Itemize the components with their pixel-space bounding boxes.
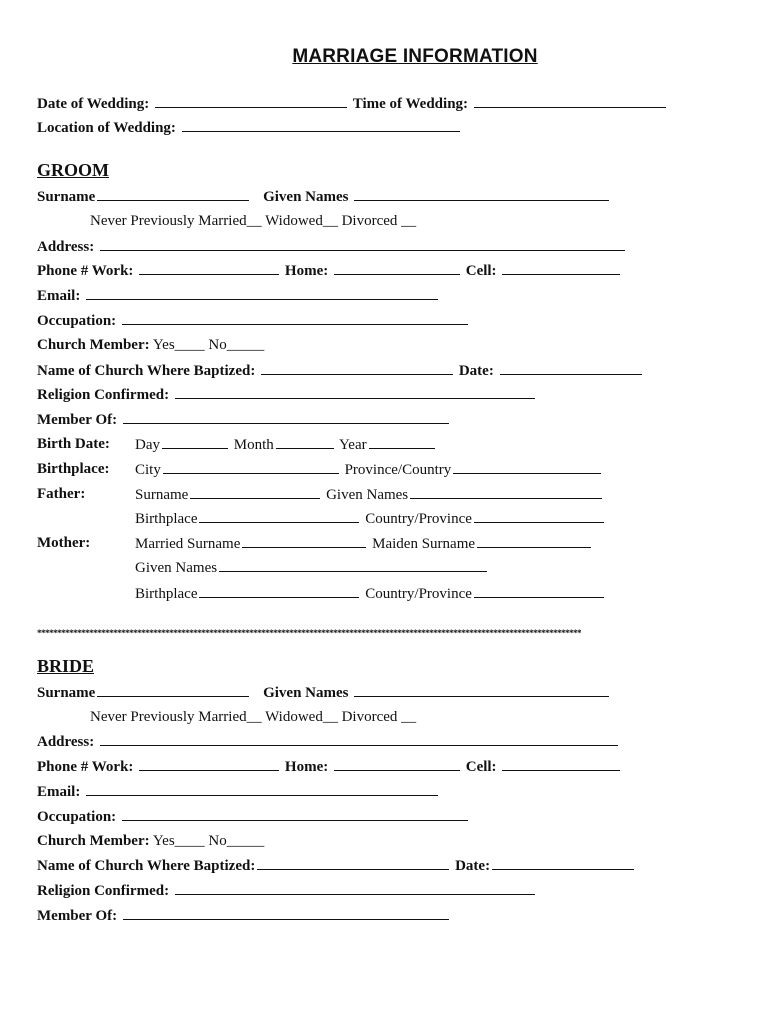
groom-religion-row <box>37 384 537 404</box>
bride-baptized-date-label: Date: <box>455 858 491 874</box>
mother-country-province-field[interactable] <box>474 583 604 598</box>
groom-day-label: Day <box>135 437 160 453</box>
groom-church-member-row <box>37 335 264 355</box>
bride-cell-label: Cell: <box>465 759 497 775</box>
mother-maiden-surname-label: Maiden Surname <box>372 536 476 552</box>
groom-address-row <box>37 236 627 256</box>
bride-email-label: Email: <box>37 784 81 800</box>
groom-email-field[interactable] <box>86 285 438 300</box>
father-birthplace-field[interactable] <box>199 508 359 523</box>
groom-baptized-row <box>37 360 644 380</box>
bride-cell-field[interactable] <box>502 756 620 771</box>
wedding-location-field[interactable] <box>182 117 460 132</box>
groom-church-baptized-field[interactable] <box>261 360 453 375</box>
mother-married-surname-field[interactable] <box>242 533 366 548</box>
groom-member-of-label: Member Of: <box>37 412 118 428</box>
groom-mother-birthplace-fields <box>135 583 606 603</box>
bride-occupation-field[interactable] <box>122 806 468 821</box>
bride-member-of-label: Member Of: <box>37 908 118 924</box>
groom-mother-given-fields <box>135 557 489 577</box>
groom-status-widowed[interactable]: Widowed__ <box>265 213 338 229</box>
mother-given-names-label: Given Names <box>135 560 218 576</box>
bride-baptized-row <box>37 855 636 875</box>
bride-name-row <box>37 682 611 702</box>
groom-church-member-yes[interactable]: Yes____ <box>152 337 205 353</box>
wedding-location-label: Location of Wedding: <box>37 120 176 136</box>
wedding-date-row <box>37 93 668 113</box>
bride-status-row <box>90 707 416 727</box>
groom-birthplace-fields <box>135 459 603 479</box>
groom-address-field[interactable] <box>100 236 625 251</box>
bride-baptized-date-field[interactable] <box>492 855 634 870</box>
wedding-date-field[interactable] <box>155 93 347 108</box>
bride-religion-confirmed-label: Religion Confirmed: <box>37 883 170 899</box>
wedding-time-label: Time of Wedding: <box>352 96 469 112</box>
groom-mother-surname-fields <box>135 533 593 553</box>
groom-baptized-date-field[interactable] <box>500 360 642 375</box>
groom-name-row <box>37 186 611 206</box>
groom-status-never[interactable]: Never Previously Married__ <box>90 213 262 229</box>
bride-church-baptized-field[interactable] <box>257 855 449 870</box>
mother-given-names-field[interactable] <box>219 557 487 572</box>
bride-address-row <box>37 731 620 751</box>
groom-birth-date-label: Birth Date: <box>37 436 110 452</box>
groom-member-of-field[interactable] <box>123 409 449 424</box>
bride-religion-row <box>37 880 537 900</box>
bride-home-field[interactable] <box>334 756 460 771</box>
father-surname-label: Surname <box>135 487 189 503</box>
father-given-names-field[interactable] <box>410 484 602 499</box>
bride-home-label: Home: <box>284 759 329 775</box>
groom-given-names-label: Given Names <box>263 189 349 205</box>
bride-church-baptized-label: Name of Church Where Baptized: <box>37 858 256 874</box>
groom-father-label: Father: <box>37 486 86 502</box>
groom-cell-label: Cell: <box>465 263 497 279</box>
groom-status-divorced[interactable]: Divorced __ <box>341 213 417 229</box>
groom-baptized-date-label: Date: <box>458 363 494 379</box>
groom-phone-work-field[interactable] <box>139 260 279 275</box>
groom-year-field[interactable] <box>369 434 435 449</box>
groom-member-of-row <box>37 409 451 429</box>
groom-email-label: Email: <box>37 288 81 304</box>
groom-occupation-label: Occupation: <box>37 313 117 329</box>
groom-province-country-label: Province/Country <box>344 462 452 478</box>
groom-surname-field[interactable] <box>97 186 249 201</box>
groom-birth-date-fields <box>135 434 437 454</box>
groom-church-baptized-label: Name of Church Where Baptized: <box>37 363 256 379</box>
bride-given-names-field[interactable] <box>354 682 609 697</box>
mother-maiden-surname-field[interactable] <box>477 533 591 548</box>
mother-birthplace-field[interactable] <box>199 583 359 598</box>
groom-religion-confirmed-label: Religion Confirmed: <box>37 387 170 403</box>
groom-status-row <box>90 211 416 231</box>
father-birthplace-label: Birthplace <box>135 511 198 527</box>
groom-heading: GROOM <box>37 160 109 180</box>
mother-country-province-label: Country/Province <box>365 586 472 602</box>
bride-member-of-field[interactable] <box>123 905 449 920</box>
groom-month-label: Month <box>233 437 274 453</box>
bride-occupation-label: Occupation: <box>37 809 117 825</box>
groom-mother-label: Mother: <box>37 535 91 551</box>
groom-given-names-field[interactable] <box>354 186 609 201</box>
wedding-date-label: Date of Wedding: <box>37 96 150 112</box>
groom-religion-confirmed-field[interactable] <box>175 384 535 399</box>
bride-status-never[interactable]: Never Previously Married__ <box>90 709 262 725</box>
groom-phone-work-label: Phone # Work: <box>37 263 134 279</box>
groom-father-birthplace-fields <box>135 508 606 528</box>
mother-married-surname-label: Married Surname <box>135 536 241 552</box>
groom-city-field[interactable] <box>163 459 339 474</box>
groom-phone-row <box>37 260 622 280</box>
bride-surname-field[interactable] <box>97 682 249 697</box>
groom-year-label: Year <box>338 437 367 453</box>
father-country-province-field[interactable] <box>474 508 604 523</box>
groom-occupation-row <box>37 310 470 330</box>
wedding-time-field[interactable] <box>474 93 666 108</box>
groom-occupation-field[interactable] <box>122 310 468 325</box>
groom-church-member-no[interactable]: No_____ <box>208 337 265 353</box>
bride-member-of-row <box>37 905 451 925</box>
bride-status-divorced[interactable]: Divorced __ <box>341 709 417 725</box>
groom-father-name-fields <box>135 484 604 504</box>
groom-province-country-field[interactable] <box>453 459 601 474</box>
bride-church-member-no[interactable]: No_____ <box>208 833 265 849</box>
father-country-province-label: Country/Province <box>365 511 472 527</box>
groom-cell-field[interactable] <box>502 260 620 275</box>
groom-home-label: Home: <box>284 263 329 279</box>
mother-birthplace-label: Birthplace <box>135 586 198 602</box>
wedding-location-row <box>37 117 462 137</box>
groom-month-field[interactable] <box>276 434 334 449</box>
bride-given-names-label: Given Names <box>263 685 349 701</box>
page-title: MARRIAGE INFORMATION <box>292 46 538 67</box>
bride-phone-work-field[interactable] <box>139 756 279 771</box>
father-surname-field[interactable] <box>190 484 320 499</box>
bride-church-member-label: Church Member: <box>37 833 150 849</box>
groom-city-label: City <box>135 462 161 478</box>
bride-heading: BRIDE <box>37 656 95 676</box>
bride-status-widowed[interactable]: Widowed__ <box>265 709 338 725</box>
section-separator: **************************************************************************************************************************************** <box>37 628 581 638</box>
groom-address-label: Address: <box>37 239 95 255</box>
bride-address-label: Address: <box>37 734 95 750</box>
bride-church-member-yes[interactable]: Yes____ <box>152 833 205 849</box>
bride-email-row <box>37 781 440 801</box>
bride-religion-confirmed-field[interactable] <box>175 880 535 895</box>
groom-home-field[interactable] <box>334 260 460 275</box>
bride-phone-work-label: Phone # Work: <box>37 759 134 775</box>
bride-occupation-row <box>37 806 470 826</box>
groom-surname-label: Surname <box>37 189 96 205</box>
father-given-names-label: Given Names <box>326 487 409 503</box>
bride-church-member-row <box>37 831 264 851</box>
groom-day-field[interactable] <box>162 434 228 449</box>
groom-church-member-label: Church Member: <box>37 337 150 353</box>
groom-email-row <box>37 285 440 305</box>
groom-birthplace-label: Birthplace: <box>37 461 110 477</box>
bride-phone-row <box>37 756 622 776</box>
bride-address-field[interactable] <box>100 731 618 746</box>
bride-email-field[interactable] <box>86 781 438 796</box>
bride-surname-label: Surname <box>37 685 96 701</box>
